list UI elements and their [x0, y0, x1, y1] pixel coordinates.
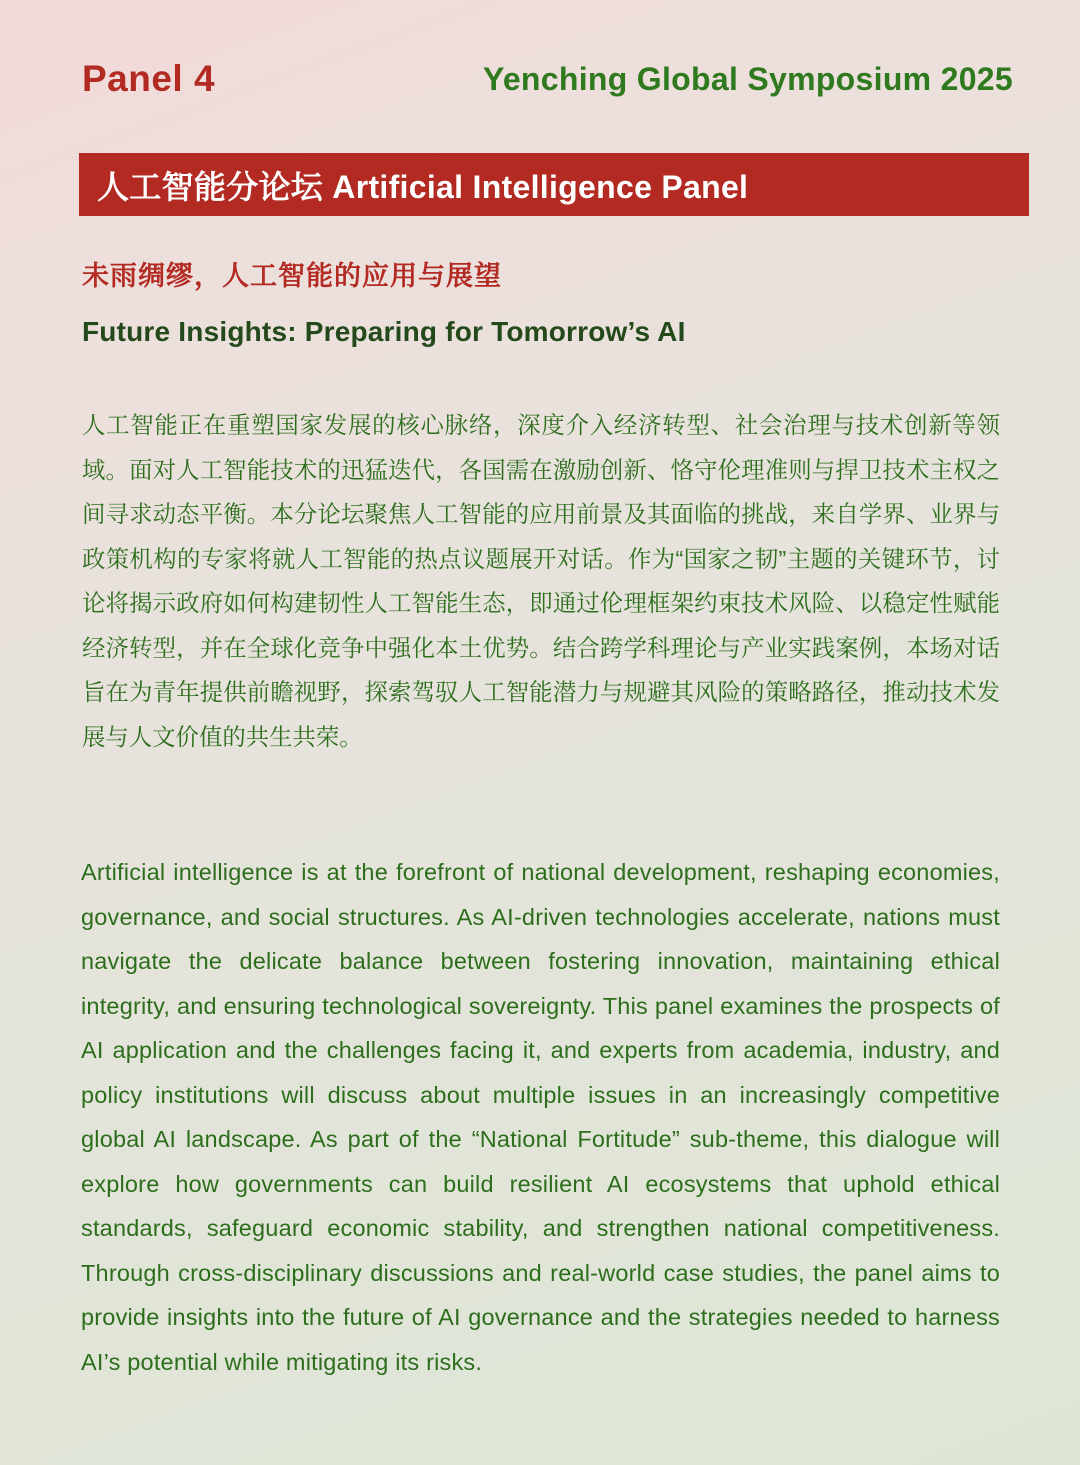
- subtitle-chinese: 未雨绸缪，人工智能的应用与展望: [82, 261, 502, 291]
- panel-title: 人工智能分论坛 Artificial Intelligence Panel: [97, 168, 749, 205]
- description-english: Artificial intelligence is at the forefront of national development, reshaping economies, governance, and social structures. As AI-driven technologies accelerate, nations must navigate the delicate balance between fostering innovation, maintaining ethical integrity, and ensuring technological sovereignty. This panel examines the prospects of AI application and the challenges facing it, and experts from academia, industry, and policy institutions will discuss about multiple issues in an increasingly competitive global AI landscape. As part of the “National Fortitude” sub-theme, this dialogue will explore how governments can build resilient AI ecosystems that uphold ethical standards, safeguard economic stability, and strengthen national competitiveness. Through cross-disciplinary discussions and real-world case studies, the panel aims to provide insights into the future of AI governance and the strategies needed to harness AI’s potential while mitigating its risks.: [81, 859, 1000, 1375]
- description-chinese: 人工智能正在重塑国家发展的核心脉络，深度介入经济转型、社会治理与技术创新等领域。面对人工智能技术的迅猛迭代，各国需在激励创新、恪守伦理准则与捍卫技术主权之间寻求动态平衡。本分论坛聚焦人工智能的应用前景及其面临的挑战，来自学界、业界与政策机构的专家将就人工智能的热点议题展开对话。作为“国家之韧”主题的关键环节，讨论将揭示政府如何构建韧性人工智能生态，即通过伦理框架约束技术风险、以稳定性赋能经济转型，并在全球化竞争中强化本土优势。结合跨学科理论与产业实践案例，本场对话旨在为青年提供前瞻视野，探索驾驭人工智能潜力与规避其风险的策略路径，推动技术发展与人文价值的共生共荣。: [82, 412, 1000, 750]
- event-title: Yenching Global Symposium 2025: [482, 61, 1013, 97]
- subtitle-english: Future Insights: Preparing for Tomorrow’s AI: [82, 316, 686, 347]
- panel-number: Panel 4: [82, 58, 216, 99]
- panel-title-banner: [79, 153, 1029, 216]
